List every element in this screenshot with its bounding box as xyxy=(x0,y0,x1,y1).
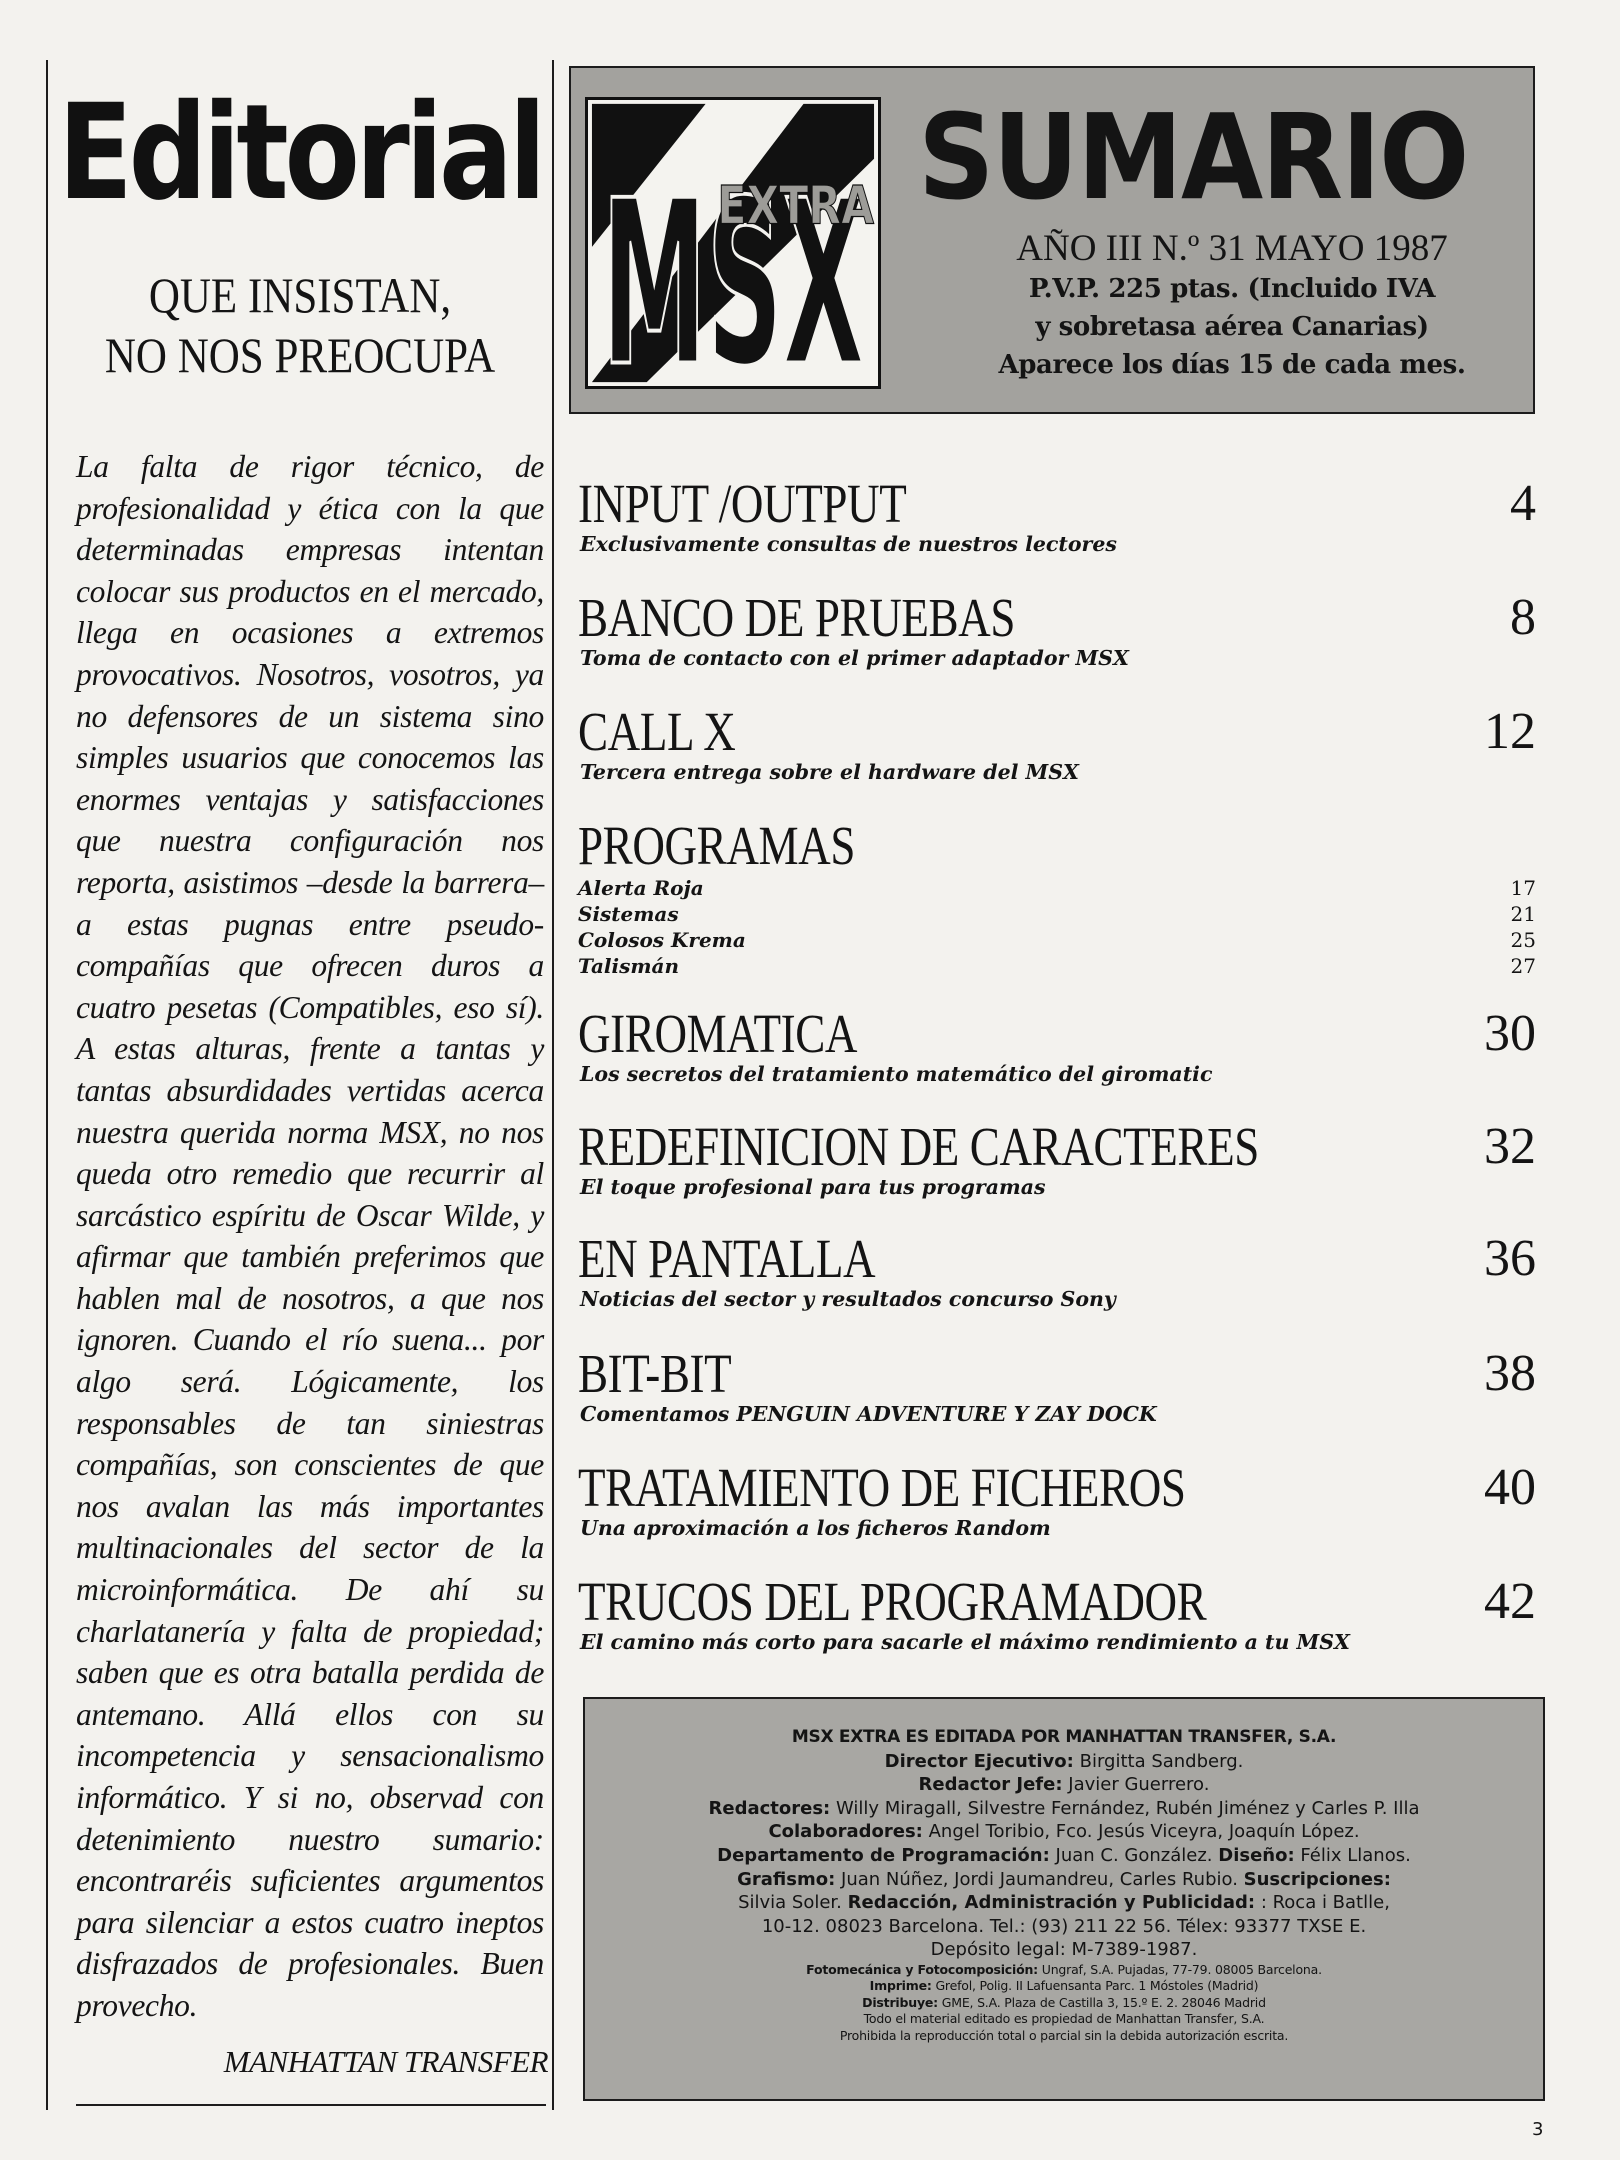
editorial-signature: MANHATTAN TRANSFER xyxy=(223,2044,548,2079)
toc-title: GIROMATICA xyxy=(578,1003,858,1064)
page-number: 3 xyxy=(1532,2119,1544,2140)
toc-page-number: 32 xyxy=(1484,1118,1536,1175)
toc-subtitle: Toma de contacto con el primer adaptador MSX xyxy=(580,646,1129,670)
credits-label: Director Ejecutivo: xyxy=(884,1750,1074,1772)
toc-subtitle: Los secretos del tratamiento matemático del giromatic xyxy=(580,1062,1213,1086)
credits-label: Redactor Jefe: xyxy=(918,1774,1063,1796)
toc-subtitle: El toque profesional para tus programas xyxy=(580,1175,1046,1199)
programas-item-name: Talismán xyxy=(578,954,680,978)
credits-imprime-line xyxy=(604,1978,1524,1995)
toc-title: TRUCOS DEL PROGRAMADOR xyxy=(578,1571,1207,1632)
credits-label: Imprime: xyxy=(869,1978,932,1994)
credits-value: Ungraf, S.A. Pujadas, 77-79. 08005 Barcelona. xyxy=(1041,1961,1322,1977)
toc-title: BANCO DE PRUEBAS xyxy=(578,587,1016,648)
programas-item xyxy=(578,953,1536,979)
credits-label: Distribuye: xyxy=(862,1994,938,2010)
price-line-1: P.V.P. 225 ptas. (Incluido IVA xyxy=(1028,274,1436,304)
toc-subtitle: Una aproximación a los ficheros Random xyxy=(580,1516,1051,1540)
credits-grafismo-line xyxy=(604,1868,1524,1892)
credits-address: 10-12. 08023 Barcelona. Tel.: (93) 211 22 56. Télex: 93377 TXSE E. xyxy=(761,1915,1367,1937)
programas-item xyxy=(578,901,1536,927)
msx-extra-logo xyxy=(585,97,881,389)
msx-extra-logo-graphic xyxy=(588,100,878,386)
price-line-3: Aparece los días 15 de cada mes. xyxy=(998,350,1466,380)
credits-value: : Roca i Batlle, xyxy=(1260,1892,1390,1914)
credits-distribuye-line xyxy=(604,1995,1524,2012)
toc-page-number: 36 xyxy=(1484,1230,1536,1287)
credits-deposito: Depósito legal: M-7389-1987. xyxy=(930,1939,1198,1961)
credits-prohibida: Prohibida la reproducción total o parcial sin la debida autorización escrita. xyxy=(839,2027,1289,2043)
programas-item-name: Colosos Krema xyxy=(578,928,746,952)
credits-value: Angel Toribio, Fco. Jesús Viceyra, Joaquín López. xyxy=(928,1821,1360,1843)
credits-redaccion-line xyxy=(604,1891,1524,1915)
issue-info: AÑO III N.º 31 MAYO 1987 xyxy=(1016,228,1448,269)
credits-value: Willy Miragall, Silvestre Fernández, Rubén Jiménez y Carles P. Illa xyxy=(835,1797,1420,1819)
editorial-headline xyxy=(94,265,507,385)
toc-subtitle: Noticias del sector y resultados concurso Sony xyxy=(580,1287,1116,1311)
credits-label: Fotomecánica y Fotocomposición: xyxy=(806,1961,1038,1977)
credits-value: Grefol, Polig. II Lafuensanta Parc. 1 Móstoles (Madrid) xyxy=(935,1978,1259,1994)
credits-value: GME, S.A. Plaza de Castilla 3, 15.º E. 2. 28046 Madrid xyxy=(941,1994,1266,2010)
toc-page-number: 30 xyxy=(1484,1005,1536,1062)
credits-label: Departamento de Programación: xyxy=(717,1844,1050,1866)
toc-subtitle: Comentamos PENGUIN ADVENTURE Y ZAY DOCK xyxy=(580,1402,1157,1426)
credits-label: Diseño: xyxy=(1218,1844,1295,1866)
toc-page-number: 4 xyxy=(1510,475,1536,532)
toc-title: EN PANTALLA xyxy=(578,1228,876,1289)
editorial-headline-line1: QUE INSISTAN, xyxy=(148,267,452,323)
programas-item xyxy=(578,927,1536,953)
credits-jefe-line xyxy=(604,1773,1524,1797)
price-info xyxy=(932,270,1532,384)
credits-value: Félix Llanos. xyxy=(1300,1844,1411,1866)
programas-item-name: Sistemas xyxy=(578,902,679,926)
toc-title: INPUT /OUTPUT xyxy=(578,473,907,534)
toc-title: BIT-BIT xyxy=(578,1343,732,1404)
credits-label: Redactores: xyxy=(708,1797,831,1819)
programas-item xyxy=(578,875,1536,901)
credits-value: Javier Guerrero. xyxy=(1068,1774,1210,1796)
credits-value: Silvia Soler. xyxy=(738,1892,842,1914)
editorial-bottom-rule xyxy=(76,2104,546,2106)
credits-fotomecanica-line xyxy=(604,1962,1524,1979)
credits-header: MSX EXTRA ES EDITADA POR MANHATTAN TRANSFER, S.A. xyxy=(791,1727,1337,1747)
toc-title: TRATAMIENTO DE FICHEROS xyxy=(578,1457,1186,1518)
msx-logo-text: MSX xyxy=(601,151,865,386)
toc-page-number: 40 xyxy=(1484,1459,1536,1516)
toc-page-number: 42 xyxy=(1484,1573,1536,1630)
credits-value: Juan C. González. xyxy=(1055,1844,1213,1866)
credits-label: Suscripciones: xyxy=(1243,1868,1391,1890)
toc-page-number: 8 xyxy=(1510,589,1536,646)
credits-colaboradores-line xyxy=(604,1820,1524,1844)
toc-title: CALL X xyxy=(578,701,736,762)
extra-logo-text: EXTRA xyxy=(717,175,875,237)
editorial-title: Editorial xyxy=(58,76,543,230)
credits-label: Redacción, Administración y Publicidad: xyxy=(847,1892,1256,1914)
toc-subtitle: El camino más corto para sacarle el máximo rendimiento a tu MSX xyxy=(580,1630,1350,1654)
programas-item-page: 17 xyxy=(1510,876,1536,900)
toc-title: PROGRAMAS xyxy=(578,815,856,876)
credits-programacion-line xyxy=(604,1844,1524,1868)
editorial-headline-line2: NO NOS PREOCUPA xyxy=(104,327,496,383)
credits-redactores-line xyxy=(604,1797,1524,1821)
credits-label: Grafismo: xyxy=(737,1868,836,1890)
credits-text xyxy=(604,1726,1524,2044)
credits-propiedad: Todo el material editado es propiedad de Manhattan Transfer, S.A. xyxy=(863,2011,1265,2027)
programas-item-name: Alerta Roja xyxy=(578,876,704,900)
sumario-title: SUMARIO xyxy=(918,88,1468,226)
editorial-right-rule xyxy=(552,60,554,2110)
toc-subtitle: Exclusivamente consultas de nuestros lectores xyxy=(580,532,1117,556)
credits-value: Birgitta Sandberg. xyxy=(1079,1750,1244,1772)
toc-page-number: 12 xyxy=(1484,703,1536,760)
toc-title: REDEFINICION DE CARACTERES xyxy=(578,1116,1259,1177)
editorial-left-rule xyxy=(46,60,48,2110)
programas-item-page: 27 xyxy=(1510,954,1536,978)
credits-label: Colaboradores: xyxy=(768,1821,923,1843)
toc-subtitle: Tercera entrega sobre el hardware del MSX xyxy=(580,760,1079,784)
credits-value: Juan Núñez, Jordi Jaumandreu, Carles Rubio. xyxy=(841,1868,1238,1890)
programas-item-page: 21 xyxy=(1510,902,1536,926)
programas-item-page: 25 xyxy=(1510,928,1536,952)
toc-page-number: 38 xyxy=(1484,1345,1536,1402)
credits-director-line xyxy=(604,1750,1524,1774)
price-line-2: y sobretasa aérea Canarias) xyxy=(1035,312,1429,342)
editorial-body: La falta de rigor técnico, de profesionalidad y ética con la que determinadas empresas intentan colocar sus productos en el mercado, llega en ocasiones a extremos provocativos. Nosotros, vosotros, ya no defensores de un sistema sino simples usuarios que conocemos las enormes ventajas y satisfacciones que nuestra configuración nos reporta, asistimos –desde la barrera– a estas pugnas entre pseudo-compañías que ofrecen duros a cuatro pesetas (Compatibles, eso sí). A estas alturas, frente a tantas y tantas absurdidades vertidas acerca nuestra querida norma MSX, no nos queda otro remedio que recurrir al sarcástico espíritu de Oscar Wilde, y afirmar que también preferimos que hablen mal de nosotros, a que nos ignoren. Cuando el río suena... por algo será. Lógicamente, los responsables de tan siniestras compañías, son conscientes de que nos avalan las más importantes multinacionales del sector de la microinformática. De ahí su charlatanería y falta de propiedad; saben que es otra batalla perdida de antemano. Allá ellos con su incompetencia y sensacionalismo informático. Y si no, observad con detenimiento nuestro sumario: encontraréis suficientes argumentos para silenciar a estos cuatro ineptos disfrazados de profesionales. Buen provecho. xyxy=(76,449,544,2023)
